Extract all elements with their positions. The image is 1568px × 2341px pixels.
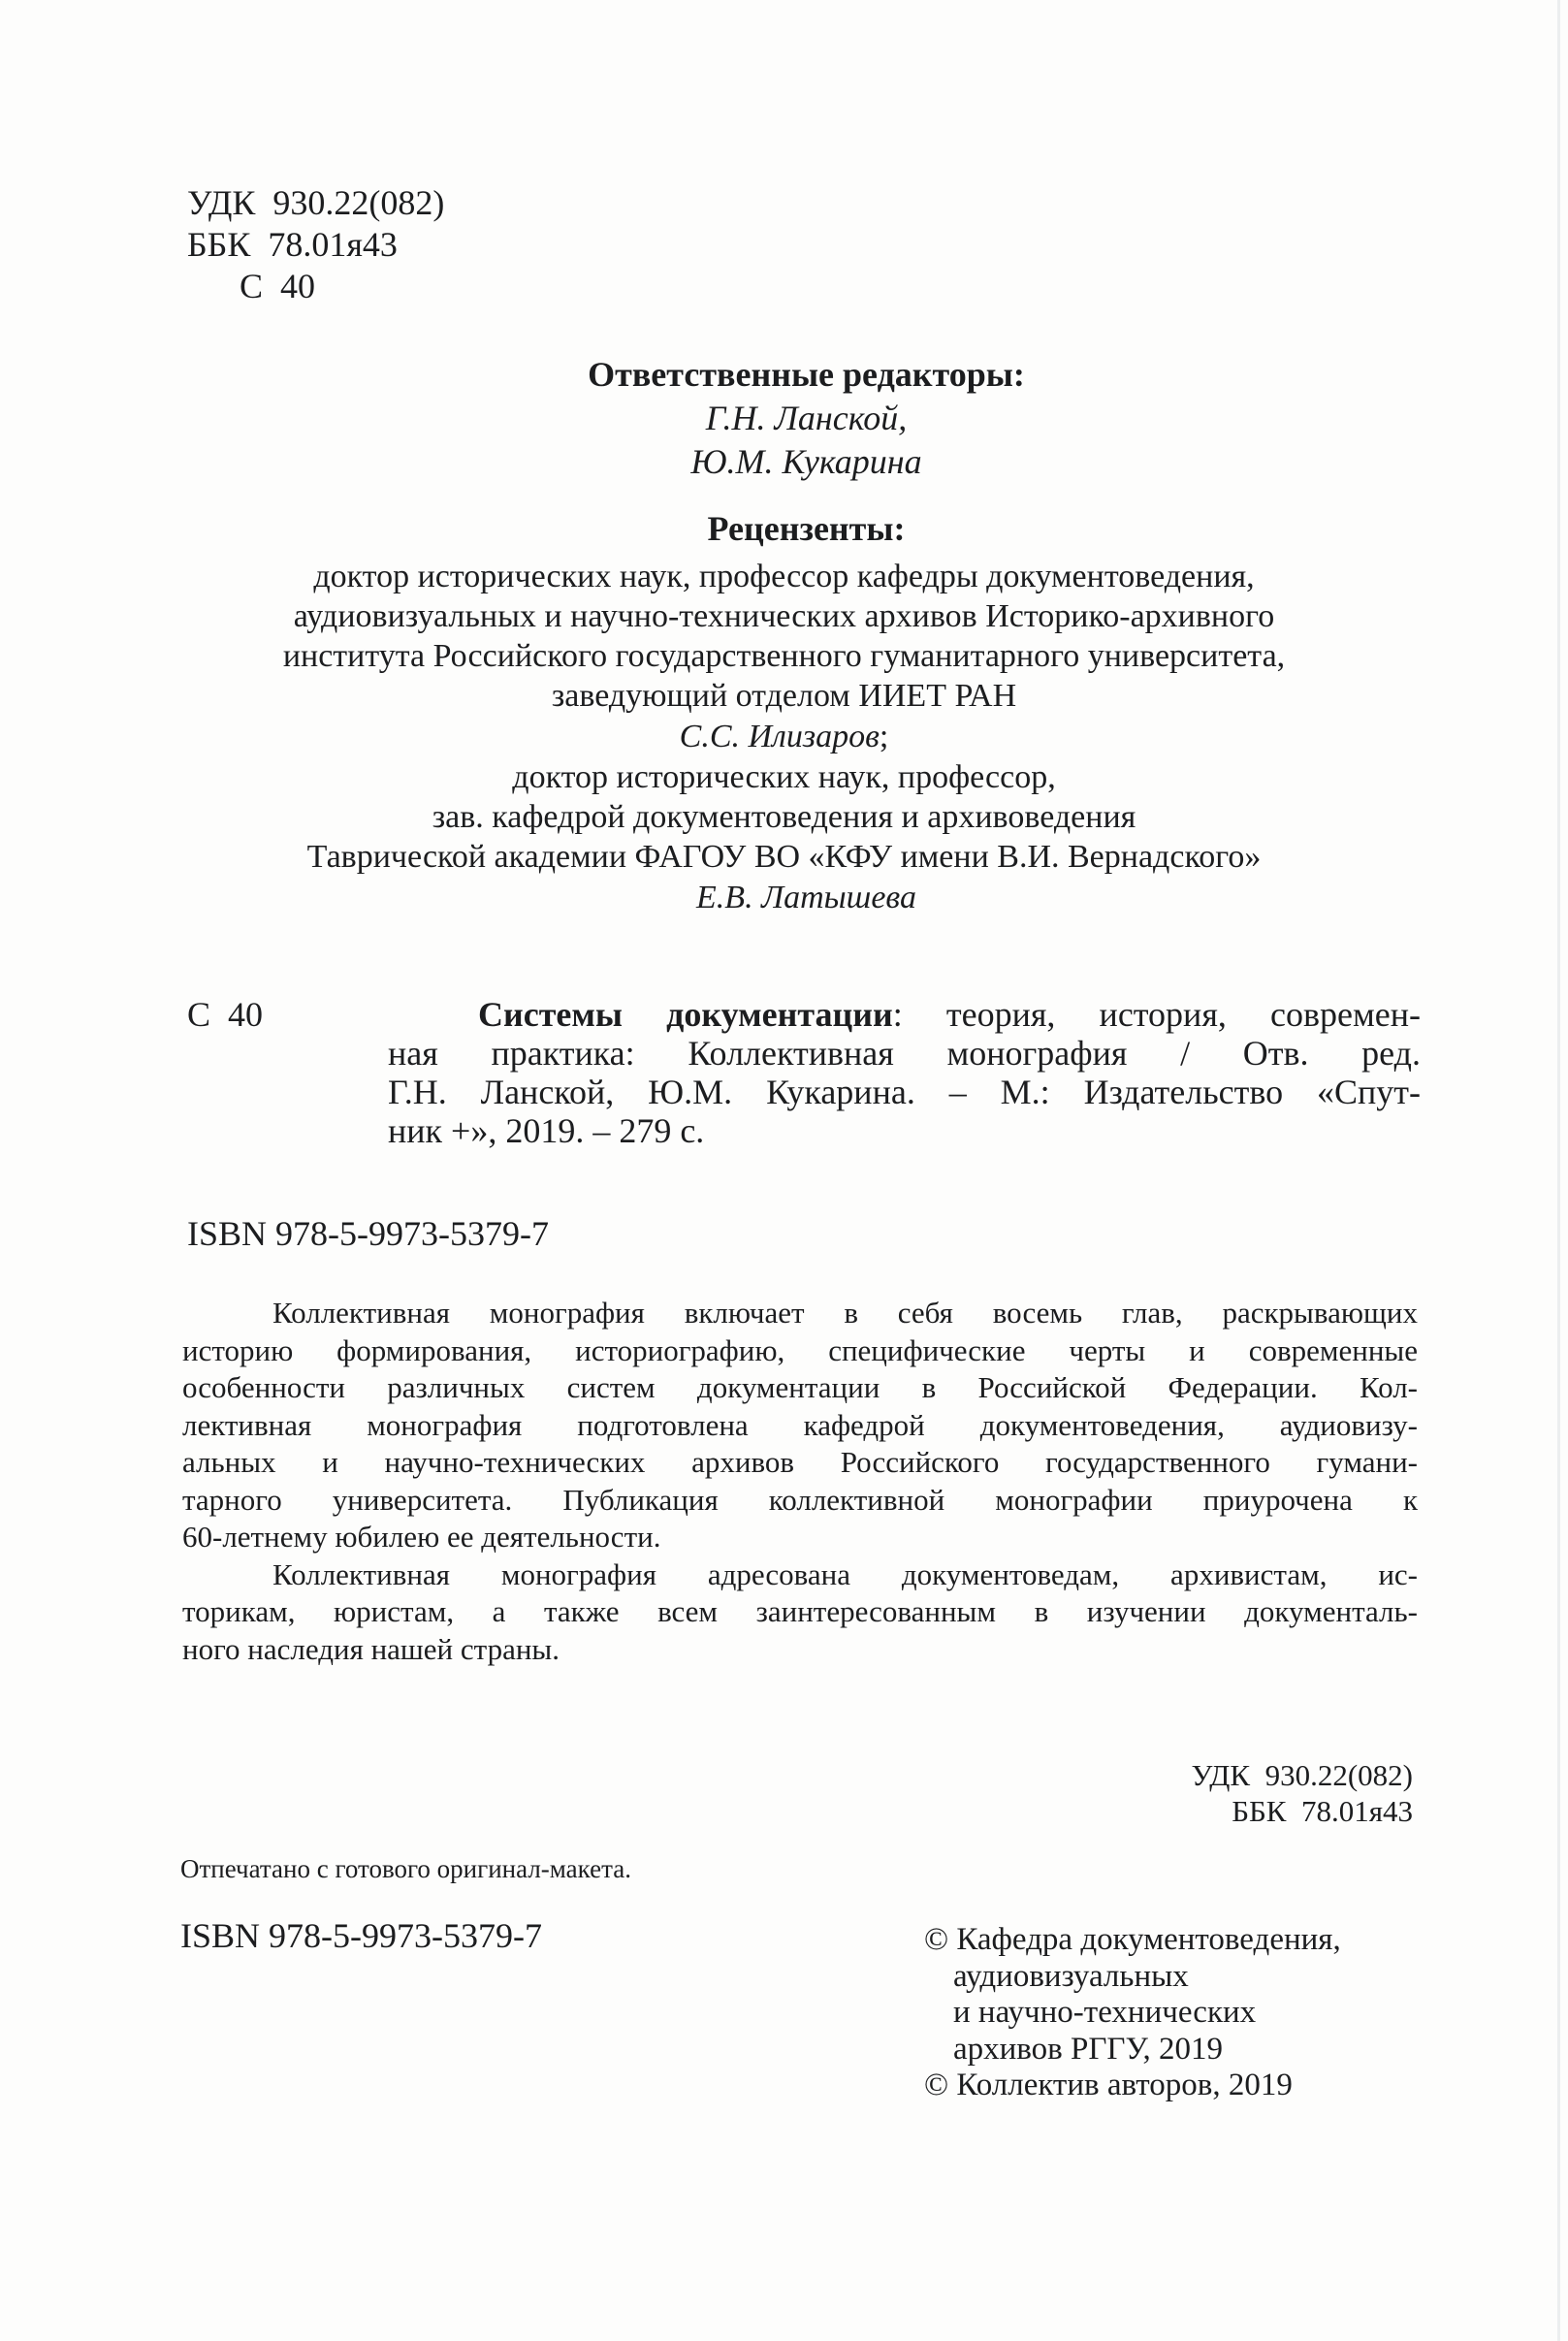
- printed-note: Отпечатано с готового оригинал-макета.: [180, 1854, 631, 1883]
- editor-name: Ю.М. Кукарина: [690, 442, 922, 481]
- footer-classification-codes: [1191, 1757, 1413, 1829]
- reviewer-name-text: С.С. Илизаров: [679, 719, 880, 754]
- reviewer-affiliation-line: института Российского государственного гуманитарного университета,: [282, 638, 1286, 674]
- abstract-line: Коллективная монография включает в себя восемь глав, раскрывающих: [272, 1296, 1418, 1330]
- description-line: ная практика: Коллективная монография / Отв. ред.: [388, 1034, 1421, 1073]
- abstract-line: Коллективная монография адресована документоведам, архивистам, ис-: [272, 1556, 1418, 1591]
- bibliographic-description: [187, 995, 1421, 1150]
- description-line: ник +», 2019. – 279 с.: [388, 1111, 705, 1150]
- description-line: Системы документации: теория, история, современ-: [478, 995, 1421, 1034]
- abstract-line: историю формирования, историографию, специфические черты и современные: [182, 1332, 1418, 1367]
- description-line-text: теория, история, современ-: [945, 995, 1421, 1034]
- author-mark: С 40: [240, 267, 316, 305]
- bbk-code: ББК 78.01я43: [1232, 1794, 1413, 1828]
- bbk-code: ББК 78.01я43: [187, 225, 398, 264]
- reviewer-affiliation-line: Таврической академии ФАГОУ ВО «КФУ имени В.И. Вернадского»: [306, 839, 1262, 875]
- reviewers-heading: Рецензенты:: [707, 509, 906, 548]
- abstract-line: лективная монография подготовлена кафедрой документоведения, аудиовизу-: [182, 1407, 1418, 1442]
- abstract-line: ного наследия нашей страны.: [182, 1631, 560, 1666]
- footer-isbn: ISBN 978-5-9973-5379-7: [180, 1916, 542, 1955]
- reviewer-name: Е.В. Латышева: [696, 880, 916, 915]
- reviewer-affiliation-line: доктор исторических наук, профессор кафедры документоведения,: [313, 559, 1255, 594]
- abstract: [182, 1295, 1418, 1668]
- copyright-line: аудиовизуальных: [953, 1958, 1189, 1994]
- abstract-line: альных и научно-технических архивов Российского государственного гумани-: [182, 1445, 1418, 1479]
- reviewer-affiliation-line: аудиовизуальных и научно-технических архивов Историко-архивного: [293, 598, 1275, 634]
- reviewer-affiliation-line: зав. кафедрой документоведения и архивоведения: [432, 799, 1136, 835]
- page-edge-shadow: [1557, 0, 1560, 2341]
- abstract-line: особенности различных систем документации в Российской Федерации. Кол-: [182, 1370, 1418, 1404]
- udk-code: УДК 930.22(082): [187, 183, 445, 222]
- classification-codes: [187, 182, 444, 307]
- copyright-line: и научно-технических: [953, 1995, 1257, 2030]
- copyright-line: © Кафедра документоведения,: [924, 1922, 1341, 1957]
- reviewer-affiliation-line: доктор исторических наук, профессор,: [512, 759, 1056, 795]
- copyright-block: [924, 1922, 1341, 2104]
- reviewer-name: [0, 721, 1568, 754]
- reviewer-affiliation-line: заведующий отделом ИИЕТ РАН: [551, 678, 1017, 714]
- description-text: [388, 995, 1421, 1150]
- abstract-line: торикам, юристам, а также всем заинтересованным в изучении документаль-: [182, 1594, 1418, 1628]
- abstract-line: тарного университета. Публикация коллективной монографии приурочена к: [182, 1482, 1418, 1517]
- udk-code: УДК 930.22(082): [1191, 1758, 1413, 1792]
- copyright-line: © Коллектив авторов, 2019: [924, 2068, 1293, 2102]
- editors-heading: Ответственные редакторы:: [588, 355, 1025, 394]
- copyright-line: архивов РГГУ, 2019: [953, 2031, 1223, 2067]
- isbn: ISBN 978-5-9973-5379-7: [187, 1214, 549, 1253]
- abstract-line: 60-летнему юбилею ее деятельности.: [182, 1520, 661, 1554]
- book-title: Системы документации: [478, 995, 893, 1034]
- author-mark: С 40: [187, 995, 264, 1034]
- description-line: Г.Н. Ланской, Ю.М. Кукарина. – М.: Издательство «Спут-: [388, 1073, 1421, 1111]
- reviewer-name-suffix: ;: [879, 719, 889, 754]
- editor-name: Г.Н. Ланской,: [705, 399, 908, 437]
